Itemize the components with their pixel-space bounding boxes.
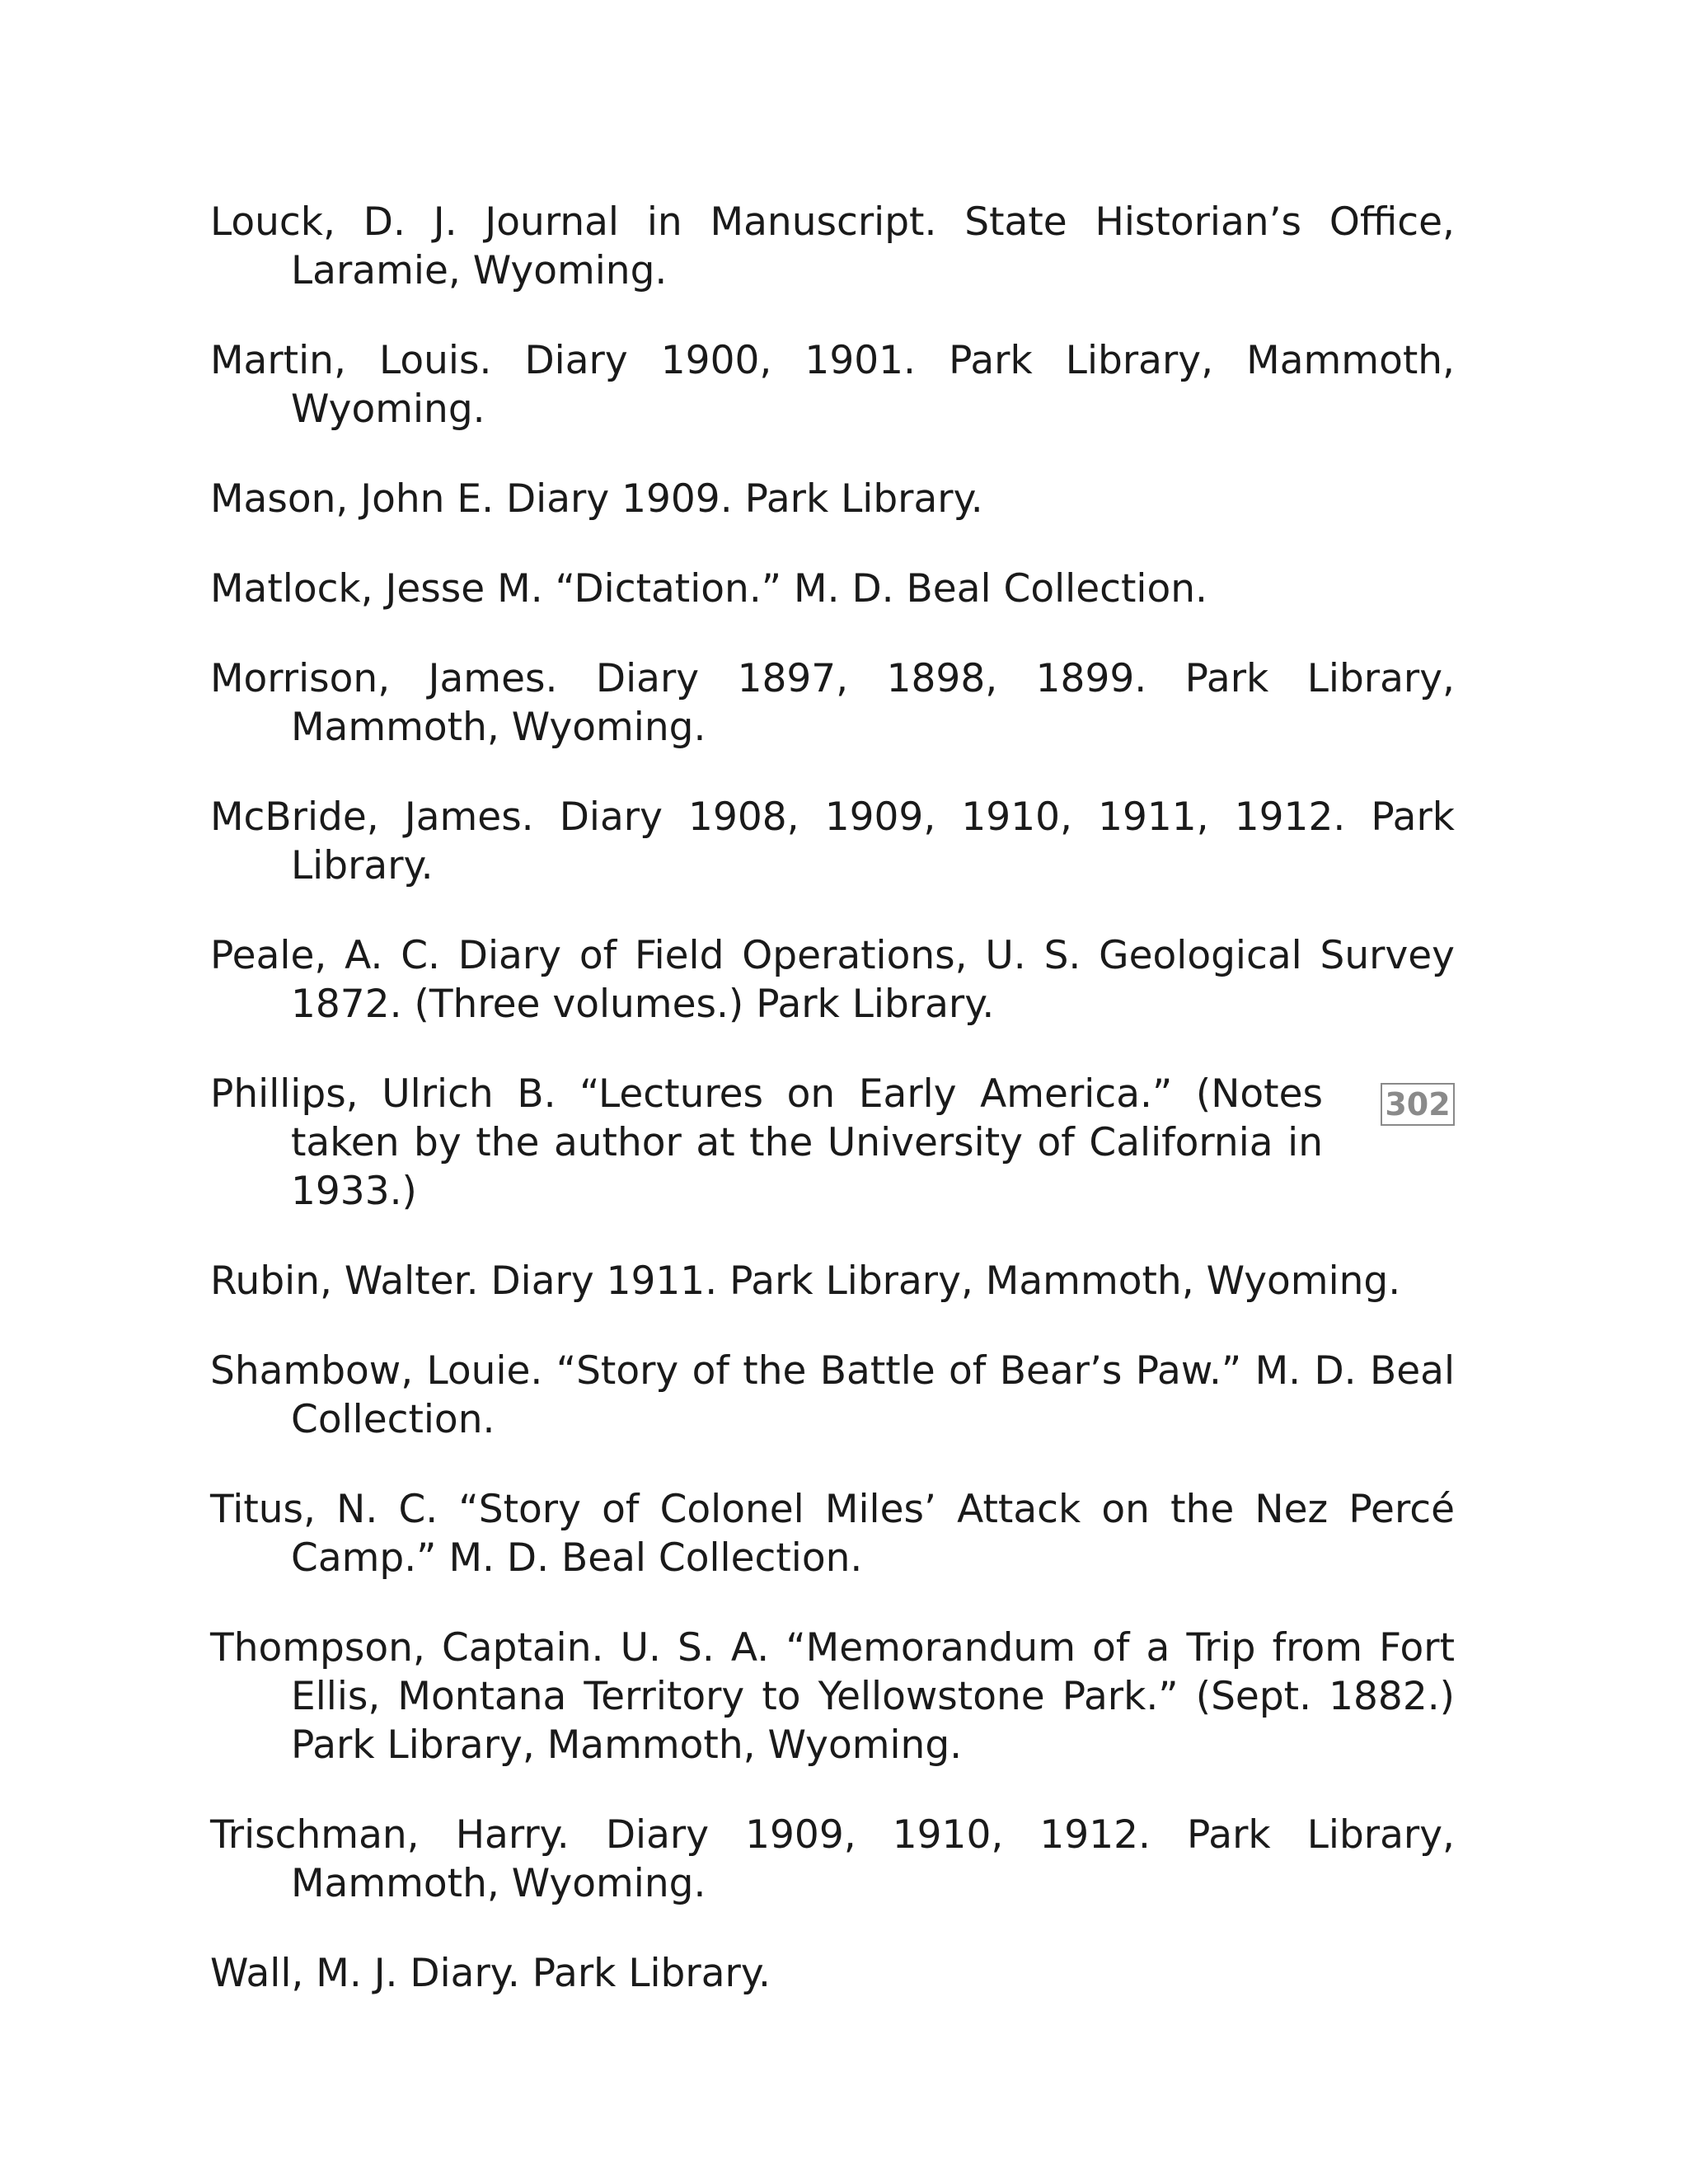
entry-text: Morrison, James. Diary 1897, 1898, 1899. Park Library, Mammoth, Wyoming. xyxy=(210,656,1455,750)
bibliography-entry-phillips xyxy=(210,1070,1455,1216)
entry-text: Phillips, Ulrich B. “Lectures on Early America.” (Notes taken by the author at the University of California in 1933.) xyxy=(210,1071,1323,1214)
entry-text: Wall, M. J. Diary. Park Library. xyxy=(210,1951,771,1996)
entry-text: Mason, John E. Diary 1909. Park Library. xyxy=(210,476,983,522)
bibliography-entry-mcbride xyxy=(210,793,1455,890)
entry-text: Matlock, Jesse M. “Dictation.” M. D. Beal Collection. xyxy=(210,566,1207,612)
bibliography-entry-mason xyxy=(210,475,1455,523)
bibliography-entry-thompson xyxy=(210,1624,1455,1769)
bibliography-entry-titus xyxy=(210,1485,1455,1582)
entry-text: McBride, James. Diary 1908, 1909, 1910, 1911, 1912. Park Library. xyxy=(210,794,1455,888)
bibliography-list xyxy=(210,198,1455,2039)
bibliography-entry-rubin xyxy=(210,1257,1455,1305)
entry-text: Trischman, Harry. Diary 1909, 1910, 1912. Park Library, Mammoth, Wyoming. xyxy=(210,1812,1455,1906)
bibliography-entry-morrison xyxy=(210,654,1455,752)
entry-text: Titus, N. C. “Story of Colonel Miles’ Attack on the Nez Percé Camp.” M. D. Beal Collection. xyxy=(210,1487,1455,1581)
bibliography-entry-louck xyxy=(210,198,1455,295)
entry-text: Thompson, Captain. U. S. A. “Memorandum of a Trip from Fort Ellis, Montana Territory to Yellowstone Park.” (Sept. 1882.) Park Library, Mammoth, Wyoming. xyxy=(210,1625,1455,1768)
bibliography-entry-trischman xyxy=(210,1811,1455,1908)
bibliography-entry-peale xyxy=(210,931,1455,1029)
page-number-marker: 302 xyxy=(1381,1083,1455,1126)
bibliography-entry-matlock xyxy=(210,565,1455,613)
bibliography-entry-martin xyxy=(210,336,1455,434)
entry-text: Shambow, Louie. “Story of the Battle of Bear’s Paw.” M. D. Beal Collection. xyxy=(210,1348,1455,1442)
entry-text: Louck, D. J. Journal in Manuscript. State Historian’s Office, Laramie, Wyoming. xyxy=(210,199,1455,293)
entry-text: Martin, Louis. Diary 1900, 1901. Park Library, Mammoth, Wyoming. xyxy=(210,338,1455,432)
bibliography-entry-wall xyxy=(210,1949,1455,1998)
entry-text: Peale, A. C. Diary of Field Operations, U. S. Geological Survey 1872. (Three volumes.) Park Library. xyxy=(210,933,1455,1027)
entry-text: Rubin, Walter. Diary 1911. Park Library, Mammoth, Wyoming. xyxy=(210,1258,1401,1304)
bibliography-entry-shambow xyxy=(210,1347,1455,1444)
